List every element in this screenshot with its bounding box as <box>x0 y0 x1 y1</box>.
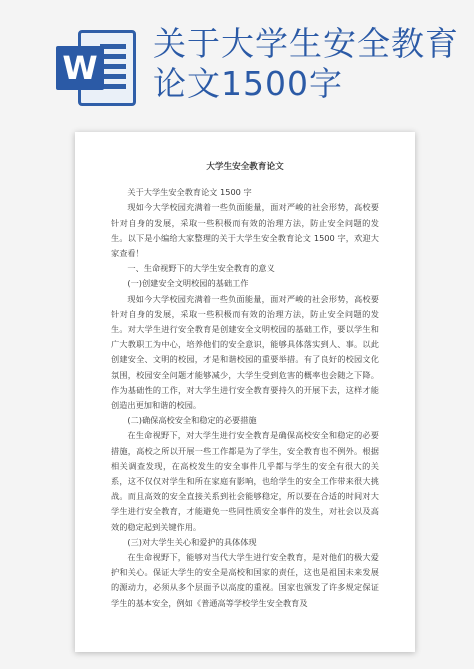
paragraph: 在生命视野下，对大学生进行安全教育是确保高校安全和稳定的必要措施，高校之所以开展一些工作都是为了学生，安全教育也不例外。根据相关调查发现，在高校发生的安全事件几乎都与学生的安全有很大的关系，这不仅仅对学生和所在家庭有影响，也给学生的安全工作带来很大挑战。而且高效的安全直接关系到社会能够稳定，所以要在合适的时间对大学生进行安全教育，才能避免一些同性质安全事件的发生，对社会以及高效的稳定起到关键作用。 <box>111 430 379 532</box>
document-title: 大学生安全教育论文 <box>206 162 284 172</box>
banner <box>0 0 474 120</box>
subsection-heading: (三)对大学生关心和爱护的具体体现 <box>127 536 257 547</box>
subsection-heading: (一)创建安全文明校园的基础工作 <box>127 278 249 289</box>
subsection-heading: (二)确保高校安全和稳定的必要措施 <box>127 415 257 426</box>
paragraph: 现如今大学校园充满着一些负面能量，面对严峻的社会形势，高校要针对自身的发展，采取一些积极而有效的治理方法，防止安全问题的发生。以下是小编给大家整理的关于大学生安全教育论文 1500 字，欢迎大家查看！ <box>111 202 379 259</box>
paragraph: 现如今大学校园充满着一些负面能量，面对严峻的社会形势，高校要针对自身的发展，采取一些积极而有效的治理方法，防止安全问题的发生。对大学生进行安全教育是创建安全文明校园的基础工作，要以学生和广大教职工为中心，培养他们的安全意识，能够具体落实到人、事。以此创建安全、文明的校园，才是和谐校园的重要举措。有了良好的校园文化氛围，校园安全问题才能够减少，大学生受到危害的概率也会随之下降。作为基础性的工作，对大学生进行安全教育要持久的开展下去，这样才能创造出更加和谐的校园。 <box>111 293 379 411</box>
word-document-icon <box>56 30 140 106</box>
document-page <box>75 132 415 652</box>
paragraph-heading: 关于大学生安全教育论文 1500 字 <box>127 187 252 198</box>
section-heading: 一、生命视野下的大学生安全教育的意义 <box>127 263 275 274</box>
page-title: 关于大学生安全教育论文1500字 <box>153 24 459 103</box>
document-content <box>111 160 379 611</box>
word-w-badge: W <box>56 46 104 90</box>
paragraph: 在生命视野下，能够对当代大学生进行安全教育，是对他们的极大爱护和关心。保证大学生的安全是高校和国家的责任，这也是祖国未来发展的源动力，必须从多个层面予以高度的重视。国家也颁发了许多规定保证学生的基本安全，例如《普通高等学校学生安全教育及 <box>111 552 379 608</box>
